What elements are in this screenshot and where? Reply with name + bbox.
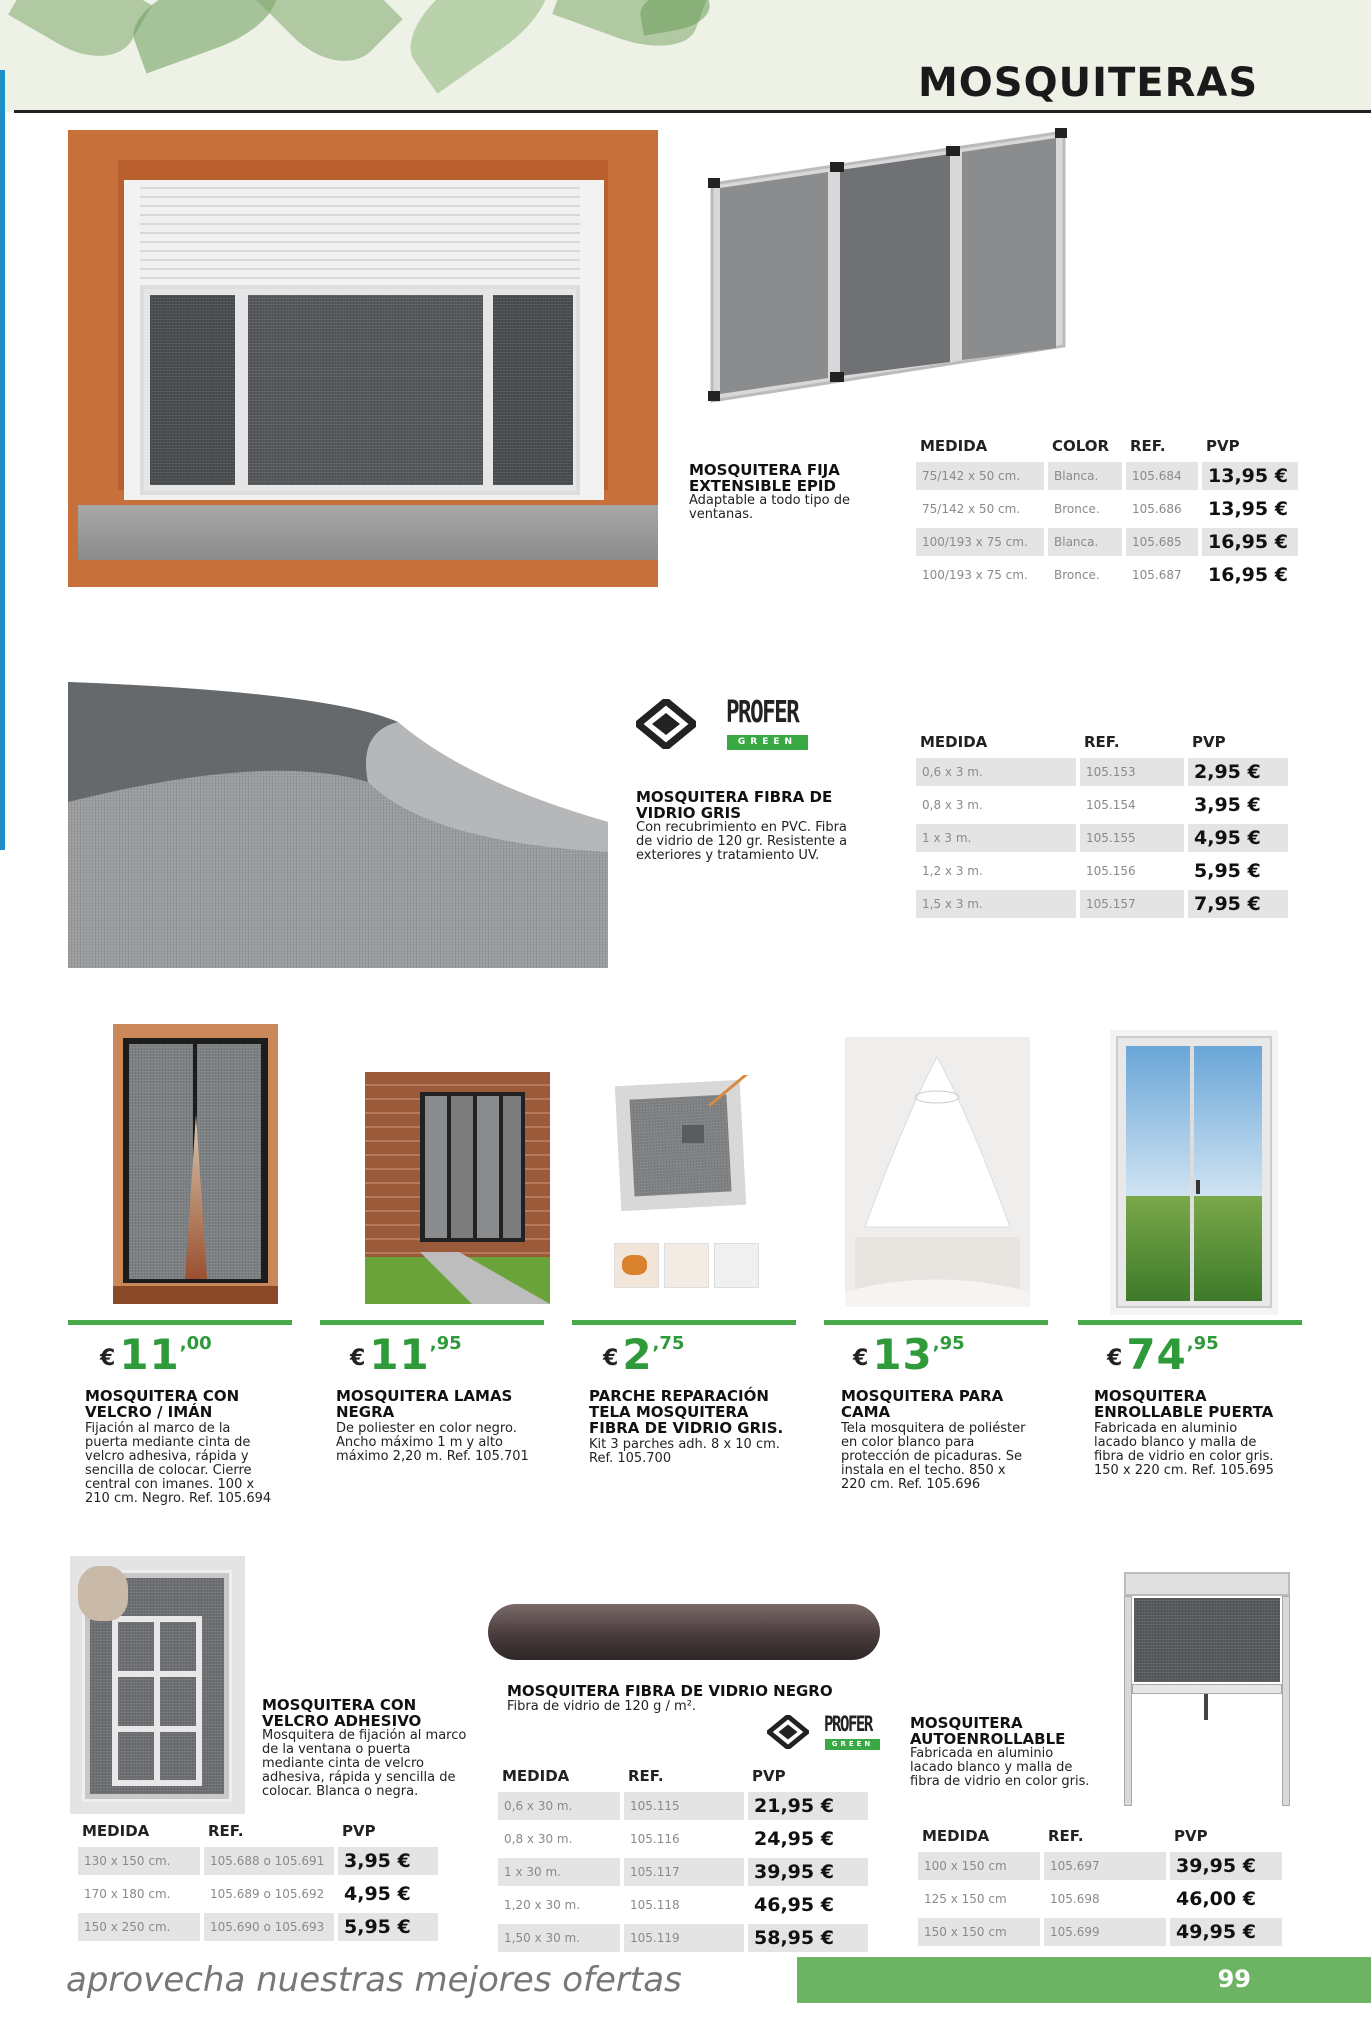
product-desc-velcro-iman: Fijación al marco de la puerta mediante cinta de velcro adhesiva, rápida y sencilla de colocar. Cierre central con imanes. 100 x 210 cm. Negro. Ref. 105.694 (85, 1421, 272, 1506)
col-medida: MEDIDA (920, 437, 988, 455)
product-name-lamas: MOSQUITERA LAMAS NEGRA (336, 1387, 513, 1421)
cell-price: 21,95 € (748, 1792, 868, 1820)
cell-medida: 75/142 x 50 cm. (922, 502, 1021, 516)
product-desc-fibra-negro: Fibra de vidrio de 120 g / m². (507, 1699, 697, 1714)
window-photo (68, 130, 658, 587)
col-ref: REF. (1130, 437, 1166, 455)
col-medida: MEDIDA (502, 1767, 570, 1785)
col-medida: MEDIDA (922, 1827, 990, 1845)
cell-ref: 105.119 (624, 1924, 744, 1952)
cell-price: 39,95 € (748, 1858, 868, 1886)
cell-medida: 1 x 30 m. (498, 1858, 620, 1886)
cell-ref: 105.685 (1126, 528, 1198, 556)
cell-medida: 0,6 x 3 m. (916, 758, 1076, 786)
cell-medida: 1 x 3 m. (916, 824, 1076, 852)
product-name-fibra-negro: MOSQUITERA FIBRA DE VIDRIO NEGRO (507, 1682, 833, 1700)
cell-medida: 1,5 x 3 m. (916, 890, 1076, 918)
table-row (918, 1852, 1282, 1880)
cell-medida: 0,6 x 30 m. (498, 1792, 620, 1820)
col-medida: MEDIDA (82, 1822, 150, 1840)
table-row (498, 1924, 868, 1952)
cell-medida: 170 x 180 cm. (84, 1887, 171, 1901)
cell-ref: 105.689 o 105.692 (210, 1887, 325, 1901)
col-pvp: PVP (752, 1767, 786, 1785)
price-cama: €13,95 (853, 1330, 965, 1379)
table-row (78, 1847, 438, 1875)
cell-ref: 105.117 (624, 1858, 744, 1886)
repair-patch-photo (612, 1075, 772, 1295)
cell-medida: 1,2 x 3 m. (922, 864, 983, 878)
cell-ref: 105.684 (1126, 462, 1198, 490)
logo-sub: GREEN (825, 1739, 880, 1750)
cell-color: Blanca. (1048, 462, 1122, 490)
cell-medida: 1,50 x 30 m. (498, 1924, 620, 1952)
cell-ref: 105.690 o 105.693 (204, 1913, 334, 1941)
cell-ref: 105.153 (1080, 758, 1184, 786)
table-row (916, 758, 1288, 786)
cell-ref: 105.115 (624, 1792, 744, 1820)
product-desc-enrollable: Fabricada en aluminio lacado blanco y malla de fibra de vidrio en color gris. 150 x 220 cm. Ref. 105.695 (1094, 1421, 1274, 1478)
table-row (916, 561, 1298, 589)
profer-green-logo (636, 695, 811, 755)
profer-green-logo-small (767, 1712, 882, 1752)
product-desc-fibra-gris: Con recubrimiento en PVC. Fibra de vidrio de 120 gr. Resistente a exteriores y tratamiento UV. (636, 820, 848, 863)
magnetic-door-photo (113, 1024, 278, 1304)
cell-ref: 105.157 (1080, 890, 1184, 918)
black-roll-photo (488, 1600, 880, 1662)
velcro-window-photo (70, 1556, 245, 1814)
product-name-parche: PARCHE REPARACIÓN TELA MOSQUITERA FIBRA DE VIDRIO GRIS. (589, 1387, 784, 1437)
table-row (78, 1913, 438, 1941)
divider-line (320, 1320, 544, 1325)
col-ref: REF. (628, 1767, 664, 1785)
cell-ref: 105.688 o 105.691 (204, 1847, 334, 1875)
cell-price: 5,95 € (1194, 860, 1261, 882)
price-table-velcro-adhesivo (74, 1817, 442, 1946)
product-name-cama: MOSQUITERA PARA CAMA (841, 1387, 1004, 1421)
cell-medida: 100/193 x 75 cm. (922, 568, 1028, 582)
col-color: COLOR (1052, 437, 1110, 455)
cell-price: 58,95 € (748, 1924, 868, 1952)
product-name-velcro-adhesivo: MOSQUITERA CON VELCRO ADHESIVO (262, 1696, 422, 1730)
cell-ref: 105.155 (1080, 824, 1184, 852)
table-row (916, 857, 1288, 885)
cell-medida: 150 x 250 cm. (78, 1913, 200, 1941)
price-table-fibra-gris (912, 728, 1292, 923)
cell-price: 16,95 € (1202, 528, 1298, 556)
product-desc-parche: Kit 3 parches adh. 8 x 10 cm. Ref. 105.700 (589, 1437, 780, 1466)
col-pvp: PVP (342, 1822, 376, 1840)
cell-medida: 0,8 x 3 m. (922, 798, 983, 812)
table-row (918, 1885, 1282, 1913)
table-row (916, 528, 1298, 556)
cell-ref: 105.687 (1132, 568, 1182, 582)
price-table-autoenrollable (914, 1822, 1286, 1951)
cell-medida: 100/193 x 75 cm. (916, 528, 1044, 556)
roller-door-photo (1110, 1030, 1278, 1315)
cell-price: 46,95 € (754, 1894, 834, 1916)
divider-line (1078, 1320, 1302, 1325)
page-number: 99 (1217, 1965, 1251, 1993)
cell-price: 2,95 € (1188, 758, 1288, 786)
cell-color: Bronce. (1054, 502, 1100, 516)
product-name-enrollable: MOSQUITERA ENROLLABLE PUERTA (1094, 1387, 1274, 1421)
price-velcro-iman: €11,00 (100, 1330, 212, 1379)
cell-medida: 130 x 150 cm. (78, 1847, 200, 1875)
table-row (916, 462, 1298, 490)
table-row (916, 791, 1288, 819)
cell-price: 16,95 € (1208, 564, 1288, 586)
cell-ref: 105.116 (630, 1832, 680, 1846)
cell-price: 5,95 € (338, 1913, 438, 1941)
cell-medida: 75/142 x 50 cm. (916, 462, 1044, 490)
product-name-fibra-gris: MOSQUITERA FIBRA DE VIDRIO GRIS (636, 788, 833, 822)
divider-line (572, 1320, 796, 1325)
price-parche: €2,75 (603, 1330, 685, 1379)
cell-ref: 105.156 (1086, 864, 1136, 878)
product-desc-velcro-adhesivo: Mosquitera de fijación al marco de la ventana o puerta mediante cinta de velcro adhesiva, rápida y sencilla de colocar. Blanca o negra. (262, 1728, 467, 1799)
col-pvp: PVP (1174, 1827, 1208, 1845)
price-table-fibra-negro (494, 1762, 872, 1957)
table-row (916, 495, 1298, 523)
cell-color: Blanca. (1048, 528, 1122, 556)
cell-price: 39,95 € (1170, 1852, 1282, 1880)
cell-price: 13,95 € (1202, 462, 1298, 490)
cell-ref: 105.686 (1132, 502, 1182, 516)
col-ref: REF. (208, 1822, 244, 1840)
logo-sub: GREEN (727, 735, 808, 750)
cell-ref: 105.697 (1044, 1852, 1166, 1880)
footer-slogan: aprovecha nuestras mejores ofertas (66, 1960, 682, 2000)
cell-price: 49,95 € (1170, 1918, 1282, 1946)
cell-medida: 125 x 150 cm (924, 1892, 1007, 1906)
cell-medida: 150 x 150 cm (918, 1918, 1040, 1946)
extendable-screen-photo (700, 126, 1070, 404)
price-table-fija (912, 432, 1302, 594)
cell-ref: 105.154 (1086, 798, 1136, 812)
product-desc-lamas: De poliester en color negro. Ancho máximo 1 m y alto máximo 2,20 m. Ref. 105.701 (336, 1421, 529, 1464)
cell-ref: 105.118 (630, 1898, 680, 1912)
cell-price: 4,95 € (1188, 824, 1288, 852)
product-name-velcro-iman: MOSQUITERA CON VELCRO / IMÁN (85, 1387, 240, 1421)
table-row (498, 1825, 868, 1853)
cell-price: 4,95 € (344, 1883, 411, 1905)
table-row (498, 1792, 868, 1820)
slat-curtain-photo (365, 1072, 550, 1304)
cell-price: 46,00 € (1176, 1888, 1256, 1910)
cell-color: Bronce. (1054, 568, 1100, 582)
cell-ref: 105.698 (1050, 1892, 1100, 1906)
product-desc-cama: Tela mosquitera de poliéster en color blanco para protección de picaduras. Se instala en el techo. 850 x 220 cm. Ref. 105.696 (841, 1421, 1026, 1492)
col-pvp: PVP (1192, 733, 1226, 751)
bed-net-photo (845, 1037, 1030, 1307)
table-row (498, 1858, 868, 1886)
col-ref: REF. (1048, 1827, 1084, 1845)
cell-price: 3,95 € (1194, 794, 1261, 816)
table-row (916, 890, 1288, 918)
product-name-autoenrollable: MOSQUITERA AUTOENROLLABLE (910, 1714, 1066, 1748)
cell-price: 13,95 € (1208, 498, 1288, 520)
footer-bar (797, 1957, 1371, 2003)
title-rule (14, 110, 1371, 113)
table-row (78, 1880, 438, 1908)
cell-ref: 105.699 (1044, 1918, 1166, 1946)
cell-medida: 0,8 x 30 m. (504, 1832, 573, 1846)
cell-price: 3,95 € (338, 1847, 438, 1875)
divider-line (824, 1320, 1048, 1325)
roller-screen-photo (1120, 1566, 1295, 1811)
table-row (916, 824, 1288, 852)
cell-price: 24,95 € (754, 1828, 834, 1850)
cell-medida: 1,20 x 30 m. (504, 1898, 581, 1912)
grey-mesh-photo (68, 622, 608, 968)
price-enrollable: €74,95 (1107, 1330, 1219, 1379)
product-name-fija: MOSQUITERA FIJA EXTENSIBLE EPID (689, 461, 840, 495)
logo-word: PROFER (726, 695, 799, 730)
col-pvp: PVP (1206, 437, 1240, 455)
col-medida: MEDIDA (920, 733, 988, 751)
divider-line (68, 1320, 292, 1325)
table-row (918, 1918, 1282, 1946)
logo-word: PROFER (824, 1712, 872, 1736)
cell-price: 7,95 € (1188, 890, 1288, 918)
table-row (498, 1891, 868, 1919)
col-ref: REF. (1084, 733, 1120, 751)
price-lamas: €11,95 (350, 1330, 462, 1379)
left-accent-bar (0, 70, 5, 850)
cell-medida: 100 x 150 cm (918, 1852, 1040, 1880)
product-desc-fija: Adaptable a todo tipo de ventanas. (689, 493, 850, 522)
page-title: MOSQUITERAS (918, 60, 1259, 106)
product-desc-autoenrollable: Fabricada en aluminio lacado blanco y malla de fibra de vidrio en color gris. (910, 1746, 1090, 1789)
